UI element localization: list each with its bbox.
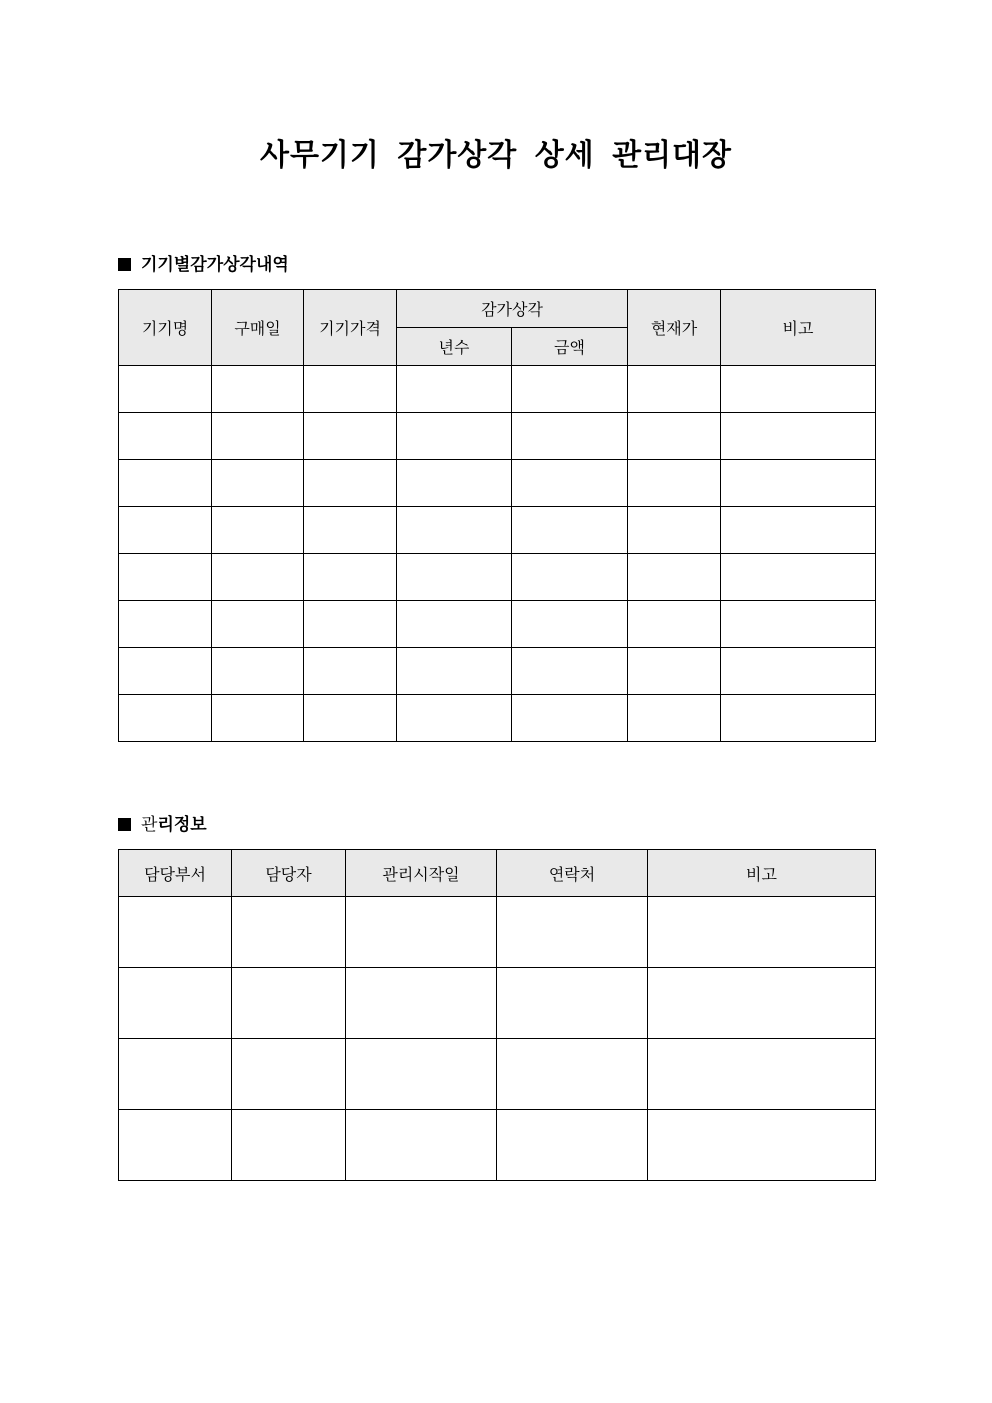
table-cell[interactable] [304,460,397,507]
table-cell[interactable] [346,1039,497,1110]
table-cell[interactable] [304,413,397,460]
section-heading-label: 리정보 [157,815,207,835]
table-cell[interactable] [721,554,876,601]
table-cell[interactable] [628,507,721,554]
table-row [119,695,876,742]
table-cell[interactable] [512,601,628,648]
table-cell[interactable] [346,897,497,968]
table-row [119,507,876,554]
management-table [118,849,876,1181]
header-years: 년수 [397,328,512,366]
table-cell[interactable] [721,507,876,554]
table-cell[interactable] [512,460,628,507]
table-cell[interactable] [721,601,876,648]
table-cell[interactable] [512,648,628,695]
page-title: 사무기기 감가상각 상세 관리대장 [259,138,733,173]
table-cell[interactable] [397,460,512,507]
table-cell[interactable] [512,413,628,460]
table-cell[interactable] [212,648,304,695]
table-cell[interactable] [628,695,721,742]
header-device-price: 기기가격 [304,290,397,366]
table-cell[interactable] [397,366,512,413]
management-table-body [119,897,876,1181]
square-bullet-icon [118,258,131,271]
table-row [119,460,876,507]
table-cell[interactable] [648,1110,876,1181]
header-current-value: 현재가 [628,290,721,366]
table-cell[interactable] [346,968,497,1039]
table-cell[interactable] [119,507,212,554]
table-cell[interactable] [304,366,397,413]
table-cell[interactable] [212,554,304,601]
depreciation-table [118,289,876,742]
table-row [119,366,876,413]
table-cell[interactable] [119,1039,232,1110]
header-amount: 금액 [512,328,628,366]
table-cell[interactable] [497,1039,648,1110]
table-cell[interactable] [721,366,876,413]
table-cell[interactable] [232,968,346,1039]
table-cell[interactable] [232,1110,346,1181]
table-row [119,1039,876,1110]
table-cell[interactable] [721,648,876,695]
table-cell[interactable] [212,601,304,648]
table-row [119,413,876,460]
table-cell[interactable] [397,413,512,460]
header-remarks: 비고 [648,850,876,897]
table-cell[interactable] [212,460,304,507]
header-contact: 연락처 [497,850,648,897]
table-cell[interactable] [119,366,212,413]
table-cell[interactable] [397,554,512,601]
header-start-date: 관리시작일 [346,850,497,897]
table-cell[interactable] [119,1110,232,1181]
table-row [119,648,876,695]
table-cell[interactable] [628,554,721,601]
table-cell[interactable] [304,648,397,695]
square-bullet-icon [118,818,131,831]
table-cell[interactable] [232,897,346,968]
table-cell[interactable] [628,601,721,648]
table-cell[interactable] [721,460,876,507]
table-cell[interactable] [648,968,876,1039]
table-cell[interactable] [628,413,721,460]
section-heading-management [118,813,207,837]
table-row [119,601,876,648]
table-cell[interactable] [119,648,212,695]
table-cell[interactable] [512,366,628,413]
section-heading-depreciation [118,253,289,277]
header-department: 담당부서 [119,850,232,897]
depreciation-table-body [119,366,876,742]
table-cell[interactable] [397,507,512,554]
table-row [119,554,876,601]
header-manager: 담당자 [232,850,346,897]
section-heading-prefix: 관 [141,815,158,835]
table-cell[interactable] [119,968,232,1039]
table-cell[interactable] [212,695,304,742]
table-cell[interactable] [721,413,876,460]
table-cell[interactable] [232,1039,346,1110]
table-cell[interactable] [304,695,397,742]
table-cell[interactable] [119,413,212,460]
table-cell[interactable] [304,554,397,601]
table-cell[interactable] [397,648,512,695]
table-cell[interactable] [346,1110,497,1181]
table-cell[interactable] [628,366,721,413]
table-cell[interactable] [119,554,212,601]
table-cell[interactable] [497,897,648,968]
table-row [119,968,876,1039]
table-cell[interactable] [304,507,397,554]
header-purchase-date: 구매일 [212,290,304,366]
table-cell[interactable] [512,507,628,554]
table-cell[interactable] [212,507,304,554]
table-cell[interactable] [397,695,512,742]
table-cell[interactable] [119,695,212,742]
table-cell[interactable] [648,1039,876,1110]
table-cell[interactable] [119,897,232,968]
table-cell[interactable] [119,460,212,507]
table-row [119,897,876,968]
table-cell[interactable] [212,413,304,460]
table-cell[interactable] [497,1110,648,1181]
table-cell[interactable] [512,554,628,601]
table-cell[interactable] [628,648,721,695]
table-cell[interactable] [648,897,876,968]
table-cell[interactable] [119,601,212,648]
table-cell[interactable] [512,695,628,742]
header-remarks: 비고 [721,290,876,366]
table-cell[interactable] [497,968,648,1039]
table-cell[interactable] [397,601,512,648]
table-cell[interactable] [304,601,397,648]
table-cell[interactable] [721,695,876,742]
table-cell[interactable] [628,460,721,507]
header-depreciation: 감가상각 [397,290,628,328]
section-heading-label: 기기별감가상각내역 [141,255,289,275]
table-cell[interactable] [212,366,304,413]
header-device-name: 기기명 [119,290,212,366]
table-row [119,1110,876,1181]
